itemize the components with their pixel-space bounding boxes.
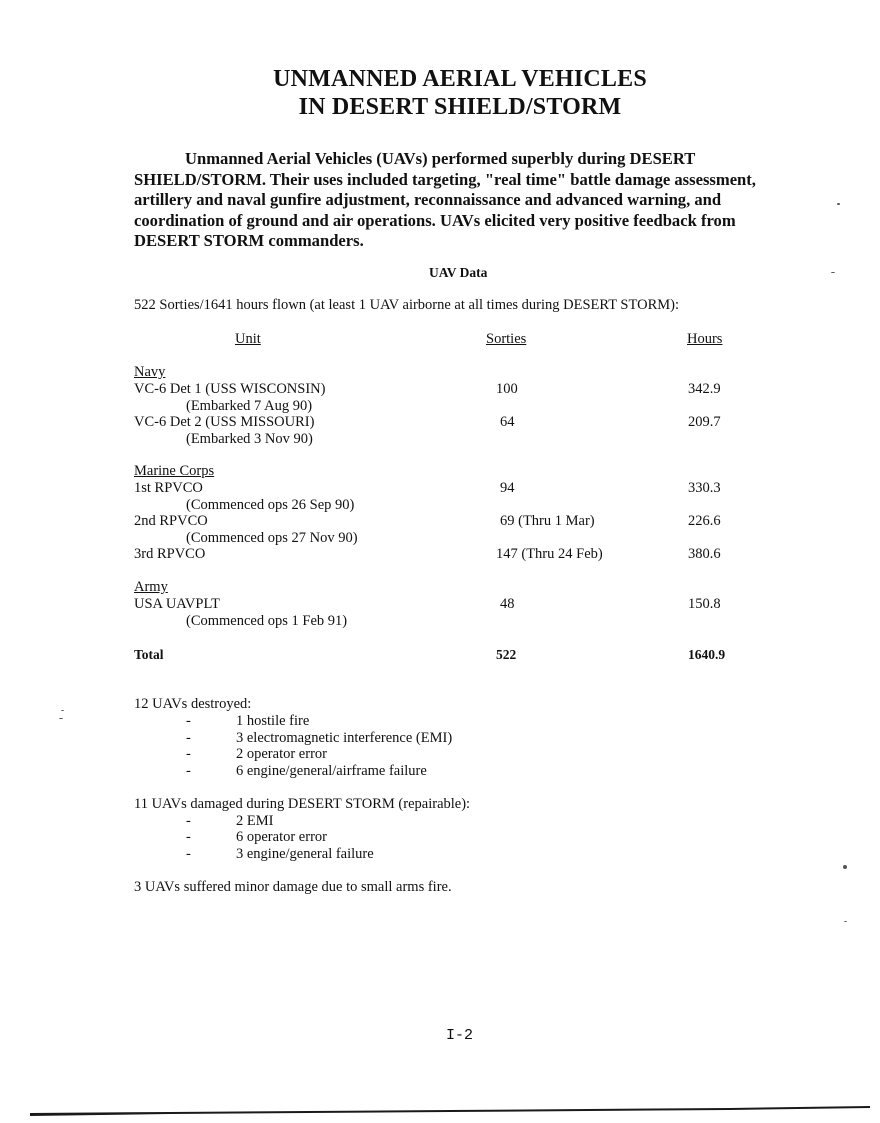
table-row-sorties: 100 — [496, 381, 518, 397]
group-name-navy: Navy — [134, 364, 166, 380]
bullet-dash: - — [186, 846, 191, 862]
table-row-hours: 150.8 — [688, 596, 721, 612]
table-row-note: (Commenced ops 1 Feb 91) — [186, 613, 348, 629]
table-row-sorties: 64 — [500, 414, 515, 430]
table-row-sorties: 94 — [500, 480, 515, 496]
small-arms-note: 3 UAVs suffered minor damage due to small arms fire. — [134, 879, 452, 895]
title-line-1: UNMANNED AERIAL VEHICLES — [273, 66, 647, 92]
intro-paragraph — [134, 149, 794, 252]
table-row-sorties: 147 (Thru 24 Feb) — [496, 546, 603, 562]
bullet-dash: - — [186, 713, 191, 729]
scan-speck — [831, 272, 835, 273]
table-row-note: (Embarked 7 Aug 90) — [186, 398, 313, 414]
list-item: 6 operator error — [236, 829, 327, 845]
table-row-unit: 1st RPVCO — [134, 480, 203, 496]
table-row-hours: 342.9 — [688, 381, 721, 397]
table-row-note: (Embarked 3 Nov 90) — [186, 431, 313, 447]
list-item: 2 operator error — [236, 746, 327, 762]
scan-bottom-edge — [30, 1104, 870, 1116]
table-row-note: (Commenced ops 27 Nov 90) — [186, 530, 358, 546]
total-label: Total — [134, 647, 164, 662]
table-row-note: (Commenced ops 26 Sep 90) — [186, 497, 355, 513]
table-row-hours: 226.6 — [688, 513, 721, 529]
damaged-heading: 11 UAVs damaged during DESERT STORM (repairable): — [134, 796, 471, 812]
list-item: 3 electromagnetic interference (EMI) — [236, 730, 453, 746]
table-row-unit: VC-6 Det 2 (USS MISSOURI) — [134, 414, 315, 430]
list-item: 2 EMI — [236, 813, 274, 829]
list-item: 6 engine/general/airframe failure — [236, 763, 427, 779]
table-row-unit: 2nd RPVCO — [134, 513, 208, 529]
table-row-unit: USA UAVPLT — [134, 596, 220, 612]
table-row-unit: VC-6 Det 1 (USS WISCONSIN) — [134, 381, 326, 397]
scan-speck — [844, 921, 847, 922]
table-row-unit: 3rd RPVCO — [134, 546, 206, 562]
column-header-hours: Hours — [687, 331, 723, 347]
bullet-dash: - — [186, 763, 191, 779]
list-item: 3 engine/general failure — [236, 846, 374, 862]
intro-text: Unmanned Aerial Vehicles (UAVs) performed superbly during DESERT SHIELD/STORM. Their uses included targeting, "real time" battle damage assessment, artillery and naval gunfire adjustment, reconnaissance and advanced warning, and coordination of ground and air operations. UAVs elicited very positive feedback from DESERT STORM commanders. — [134, 149, 756, 251]
total-hours: 1640.9 — [688, 647, 726, 662]
list-item: 1 hostile fire — [236, 713, 310, 729]
scan-speck — [837, 203, 840, 205]
column-header-sorties: Sorties — [486, 331, 527, 347]
table-row-hours: 209.7 — [688, 414, 721, 430]
column-header-unit: Unit — [235, 331, 261, 347]
bullet-dash: - — [186, 730, 191, 746]
title-line-2: IN DESERT SHIELD/STORM — [298, 94, 622, 120]
total-sorties: 522 — [496, 647, 517, 662]
group-name-army: Army — [134, 579, 168, 595]
bullet-dash: - — [186, 813, 191, 829]
table-row-hours: 380.6 — [688, 546, 721, 562]
table-row-sorties: 48 — [500, 596, 515, 612]
scan-speck — [843, 865, 847, 869]
table-row-sorties: 69 (Thru 1 Mar) — [500, 513, 595, 529]
scan-speck — [59, 718, 63, 719]
scan-speck — [61, 710, 64, 711]
page-number: I-2 — [446, 1027, 474, 1044]
destroyed-heading: 12 UAVs destroyed: — [134, 696, 252, 712]
bullet-dash: - — [186, 829, 191, 845]
table-row-hours: 330.3 — [688, 480, 721, 496]
bullet-dash: - — [186, 746, 191, 762]
sorties-summary: 522 Sorties/1641 hours flown (at least 1 UAV airborne at all times during DESERT STORM): — [134, 297, 679, 313]
group-name-marine-corps: Marine Corps — [134, 463, 215, 479]
uav-data-heading: UAV Data — [429, 265, 488, 280]
